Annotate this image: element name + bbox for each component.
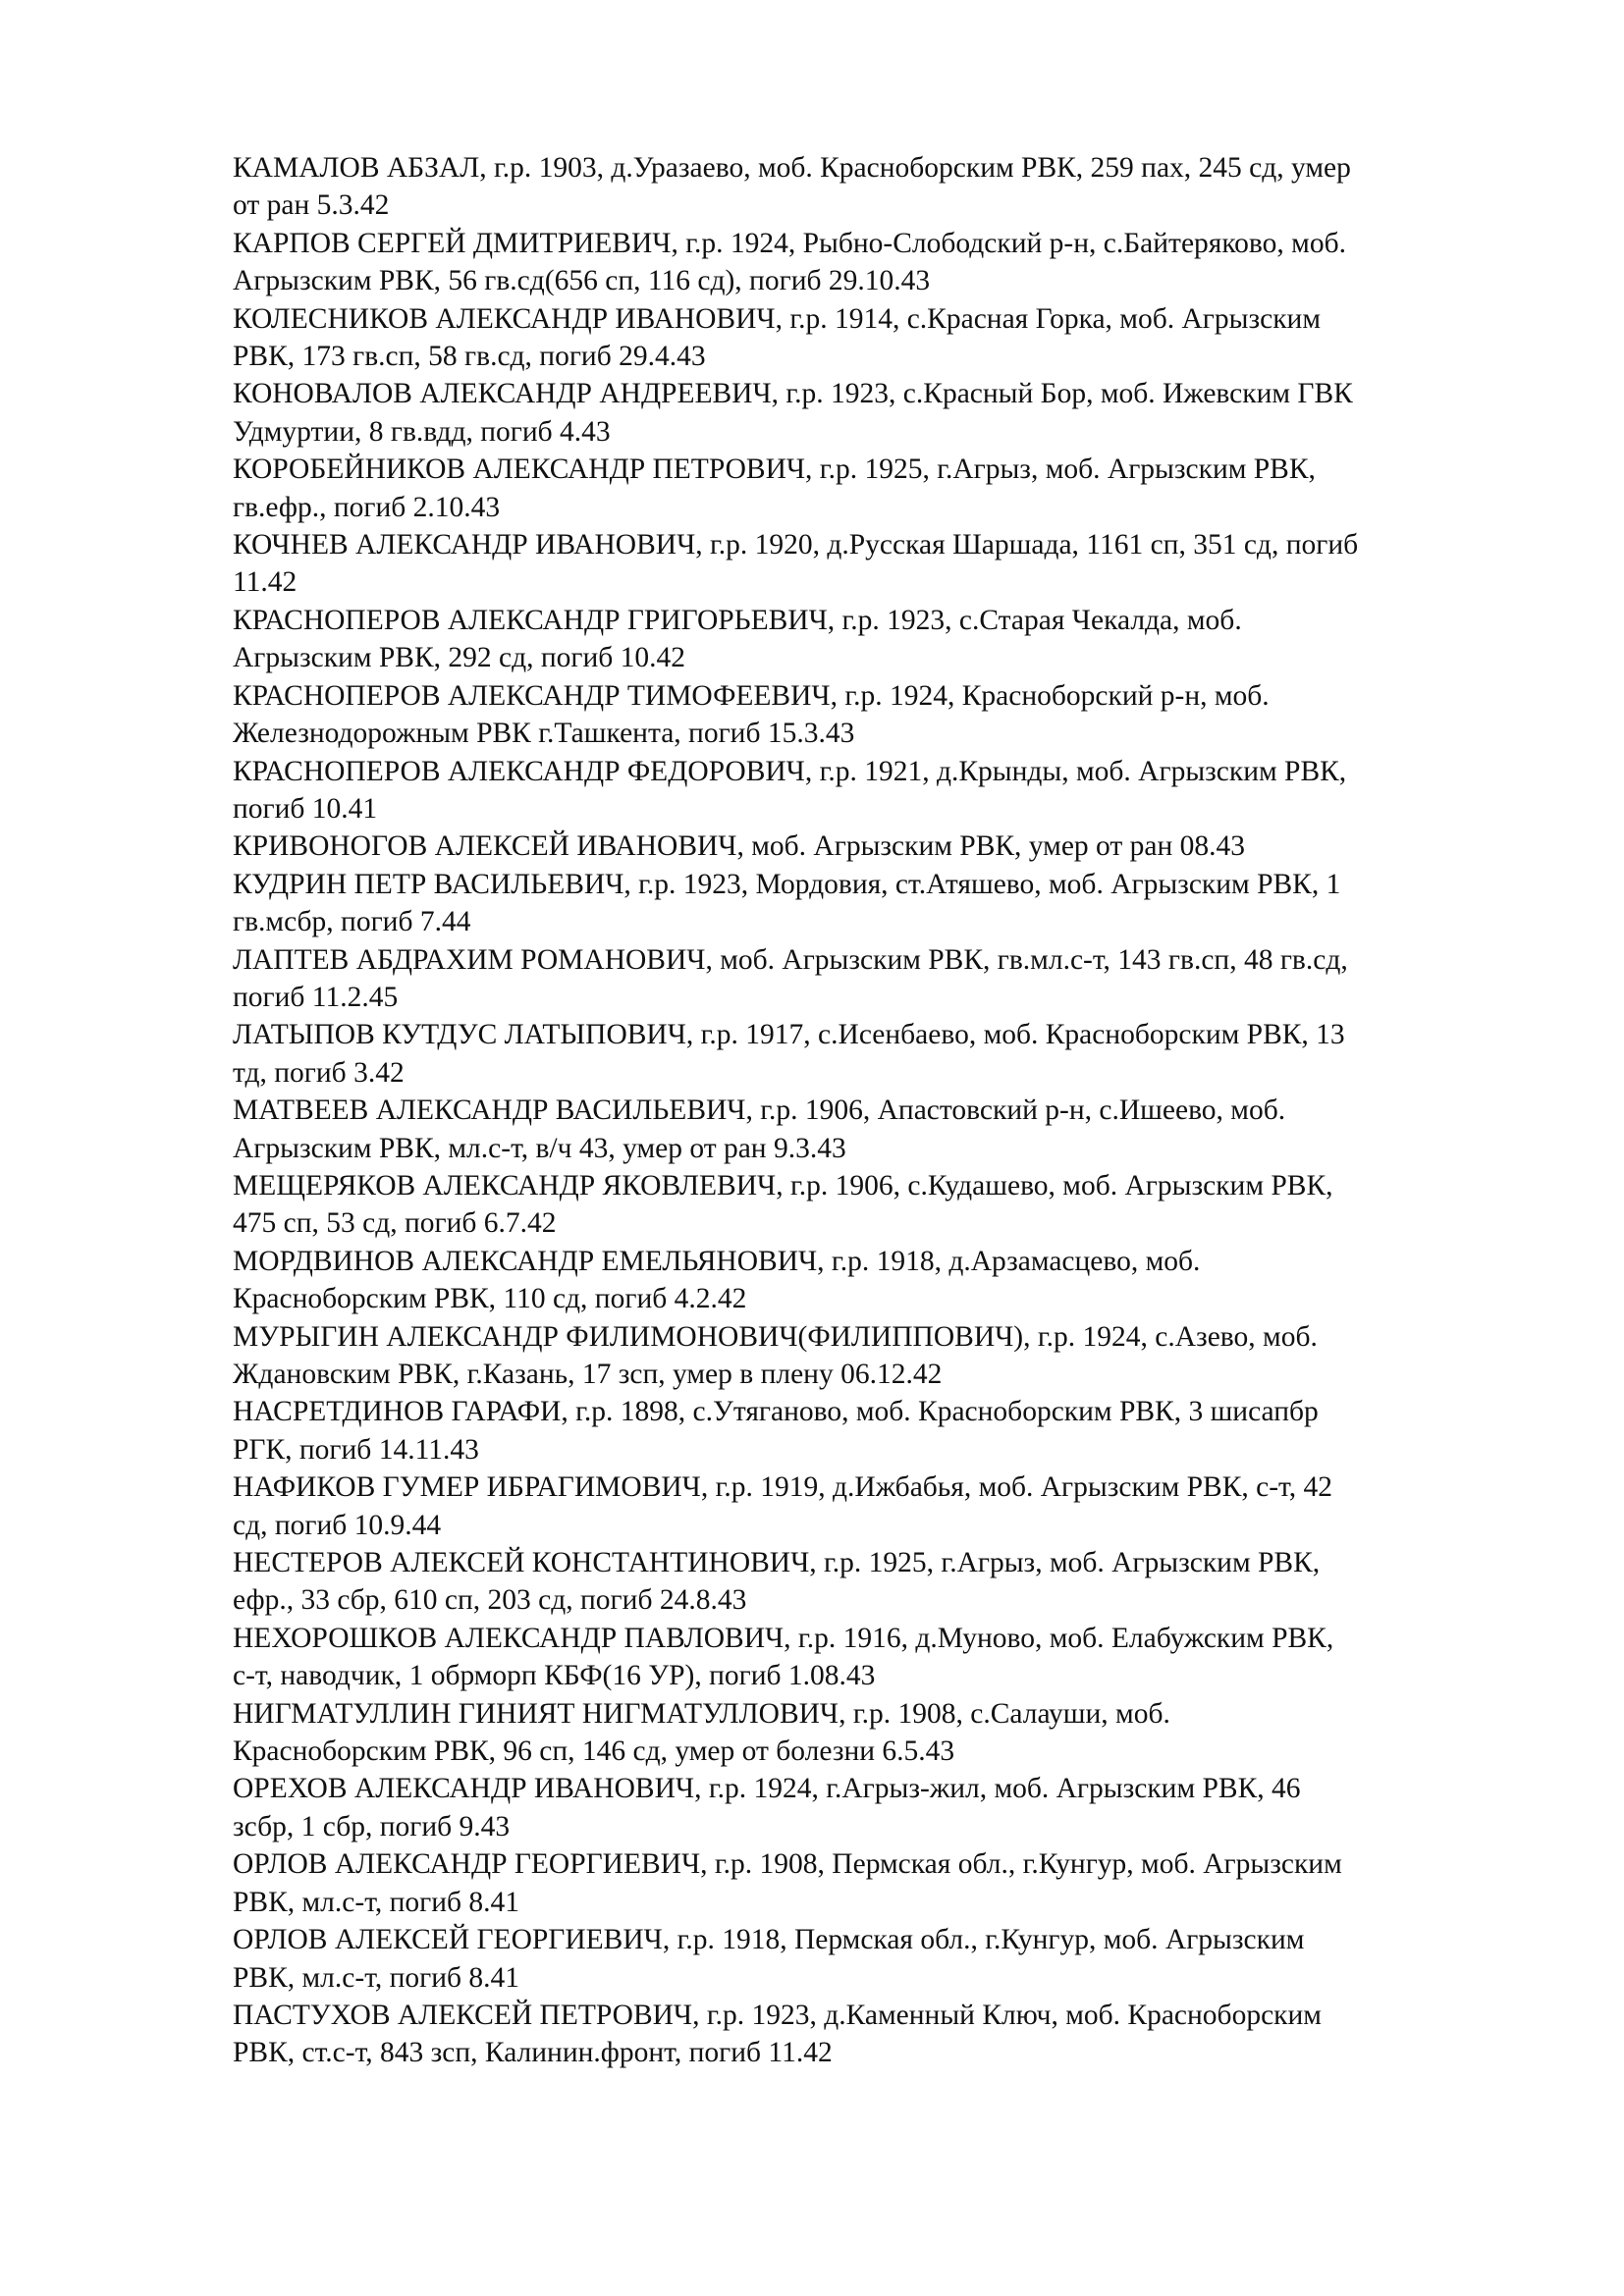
list-entry [233,1544,1509,1620]
entry-line: КРАСНОПЕРОВ АЛЕКСАНДР ТИМОФЕЕВИЧ, г.р. 1924, Красноборский р-н, моб. [233,679,1270,712]
document-page [233,149,1509,2072]
entry-line: погиб 10.41 [233,792,378,825]
entry-line: сд, погиб 10.9.44 [233,1509,442,1541]
list-entry [233,1468,1509,1544]
entry-line: МАТВЕЕВ АЛЕКСАНДР ВАСИЛЬЕВИЧ, г.р. 1906, Апастовский р-н, с.Ишеево, моб. [233,1095,1286,1127]
entry-line: ефр., 33 сбр, 610 сп, 203 сд, погиб 24.8.43 [233,1584,747,1617]
list-entry [233,677,1509,753]
entry-line: НИГМАТУЛЛИН ГИНИЯТ НИГМАТУЛЛОВИЧ, г.р. 1908, с.Салауши, моб. [233,1697,1170,1730]
entry-line: НАФИКОВ ГУМЕР ИБРАГИМОВИЧ, г.р. 1919, д.Ижбабья, моб. Агрызским РВК, с-т, 42 [233,1471,1332,1504]
entry-line: Агрызским РВК, 56 гв.сд(656 сп, 116 сд), погиб 29.10.43 [233,265,931,297]
entry-line: ЛАТЫПОВ КУТДУС ЛАТЫПОВИЧ, г.р. 1917, с.Исенбаево, моб. Красноборским РВК, 13 [233,1019,1345,1051]
entry-line: МОРДВИНОВ АЛЕКСАНДР ЕМЕЛЬЯНОВИЧ, г.р. 1918, д.Арзамасцево, моб. [233,1245,1201,1277]
list-entry [233,1997,1509,2072]
entry-line: Агрызским РВК, мл.с-т, в/ч 43, умер от ран 9.3.43 [233,1132,846,1164]
list-entry [233,1393,1509,1468]
list-entry [233,866,1509,941]
entry-line: КРАСНОПЕРОВ АЛЕКСАНДР ГРИГОРЬЕВИЧ, г.р. 1923, с.Старая Чекалда, моб. [233,604,1242,636]
entry-line: зсбр, 1 сбр, погиб 9.43 [233,1810,511,1842]
entry-line: Ждановским РВК, г.Казань, 17 зсп, умер в плену 06.12.42 [233,1359,943,1390]
list-entry [233,1167,1509,1243]
list-entry [233,1620,1509,1695]
list-entry [233,1243,1509,1318]
entry-line: гв.мсбр, погиб 7.44 [233,906,471,938]
entry-line: с-т, наводчик, 1 обрморп КБФ(16 УР), погиб 1.08.43 [233,1660,876,1692]
entry-line: 475 сп, 53 сд, погиб 6.7.42 [233,1207,557,1240]
list-entry [233,451,1509,526]
list-entry [233,1770,1509,1845]
entry-line: НЕХОРОШКОВ АЛЕКСАНДР ПАВЛОВИЧ, г.р. 1916, д.Муново, моб. Елабужским РВК, [233,1622,1334,1654]
list-entry [233,526,1509,602]
list-entry [233,1318,1509,1394]
entry-line: ЛАПТЕВ АБДРАХИМ РОМАНОВИЧ, моб. Агрызским РВК, гв.мл.с-т, 143 гв.сп, 48 гв.сд, [233,943,1348,976]
entry-line: ОРЕХОВ АЛЕКСАНДР ИВАНОВИЧ, г.р. 1924, г.Агрыз-жил, моб. Агрызским РВК, 46 [233,1773,1301,1805]
entry-line: КАМАЛОВ АБЗАЛ, г.р. 1903, д.Уразаево, моб. Красноборским РВК, 259 пах, 245 сд, умер [233,152,1351,184]
entry-line: НАСРЕТДИНОВ ГАРАФИ, г.р. 1898, с.Утяганово, моб. Красноборским РВК, 3 шисапбр [233,1396,1319,1428]
entry-line: 11.42 [233,566,298,599]
entry-line: КРАСНОПЕРОВ АЛЕКСАНДР ФЕДОРОВИЧ, г.р. 1921, д.Крынды, моб. Агрызским РВК, [233,755,1347,787]
entry-line: ПАСТУХОВ АЛЕКСЕЙ ПЕТРОВИЧ, г.р. 1923, д.Каменный Ключ, моб. Красноборским [233,1999,1322,2031]
list-entry [233,828,1509,865]
entry-line: МЕЩЕРЯКОВ АЛЕКСАНДР ЯКОВЛЕВИЧ, г.р. 1906, с.Кудашево, моб. Агрызским РВК, [233,1169,1333,1201]
list-entry [233,225,1509,300]
entry-line: Железнодорожным РВК г.Ташкента, погиб 15.3.43 [233,718,855,750]
list-entry [233,602,1509,677]
list-entry [233,149,1509,225]
entry-line: РВК, мл.с-т, погиб 8.41 [233,1886,520,1918]
list-entry [233,300,1509,376]
entry-line: КОРОБЕЙНИКОВ АЛЕКСАНДР ПЕТРОВИЧ, г.р. 1925, г.Агрыз, моб. Агрызским РВК, [233,454,1316,486]
entry-line: ОРЛОВ АЛЕКСЕЙ ГЕОРГИЕВИЧ, г.р. 1918, Пермская обл., г.Кунгур, моб. Агрызским [233,1924,1305,1956]
entry-line: КОЧНЕВ АЛЕКСАНДР ИВАНОВИЧ, г.р. 1920, д.Русская Шаршада, 1161 сп, 351 сд, погиб [233,529,1359,561]
list-entry [233,375,1509,451]
list-entry [233,941,1509,1017]
entry-line: КУДРИН ПЕТР ВАСИЛЬЕВИЧ, г.р. 1923, Мордовия, ст.Атяшево, моб. Агрызским РВК, 1 [233,868,1341,900]
entry-line: РГК, погиб 14.11.43 [233,1433,479,1466]
entry-line: НЕСТЕРОВ АЛЕКСЕЙ КОНСТАНТИНОВИЧ, г.р. 1925, г.Агрыз, моб. Агрызским РВК, [233,1547,1321,1579]
list-entry [233,1092,1509,1167]
entry-line: гв.ефр., погиб 2.10.43 [233,491,501,523]
entry-line: КРИВОНОГОВ АЛЕКСЕЙ ИВАНОВИЧ, моб. Агрызским РВК, умер от ран 08.43 [233,830,1246,863]
entry-line: от ран 5.3.42 [233,189,390,222]
entry-line: ОРЛОВ АЛЕКСАНДР ГЕОРГИЕВИЧ, г.р. 1908, Пермская обл., г.Кунгур, моб. Агрызским [233,1848,1342,1881]
entry-line: КАРПОВ СЕРГЕЙ ДМИТРИЕВИЧ, г.р. 1924, Рыбно-Слободский р-н, с.Байтеряково, моб. [233,227,1346,259]
entry-line: тд, погиб 3.42 [233,1056,405,1089]
entry-line: погиб 11.2.45 [233,981,399,1013]
entry-line: Агрызским РВК, 292 сд, погиб 10.42 [233,642,686,674]
list-entry [233,1921,1509,1997]
entry-line: Красноборским РВК, 110 сд, погиб 4.2.42 [233,1283,747,1315]
list-entry [233,1845,1509,1921]
list-entry [233,753,1509,828]
list-entry [233,1695,1509,1771]
list-entry [233,1016,1509,1092]
entry-line: Красноборским РВК, 96 сп, 146 сд, умер от болезни 6.5.43 [233,1735,955,1768]
entry-line: РВК, мл.с-т, погиб 8.41 [233,1961,520,1994]
entry-line: КОНОВАЛОВ АЛЕКСАНДР АНДРЕЕВИЧ, г.р. 1923, с.Красный Бор, моб. Ижевским ГВК [233,378,1353,410]
entry-line: КОЛЕСНИКОВ АЛЕКСАНДР ИВАНОВИЧ, г.р. 1914, с.Красная Горка, моб. Агрызским [233,302,1321,335]
entry-line: РВК, 173 гв.сп, 58 гв.сд, погиб 29.4.43 [233,341,706,373]
entry-line: РВК, ст.с-т, 843 зсп, Калинин.фронт, погиб 11.42 [233,2037,833,2069]
entry-line: МУРЫГИН АЛЕКСАНДР ФИЛИМОНОВИЧ(ФИЛИППОВИЧ), г.р. 1924, с.Азево, моб. [233,1320,1318,1353]
entry-line: Удмуртии, 8 гв.вдд, погиб 4.43 [233,415,611,448]
